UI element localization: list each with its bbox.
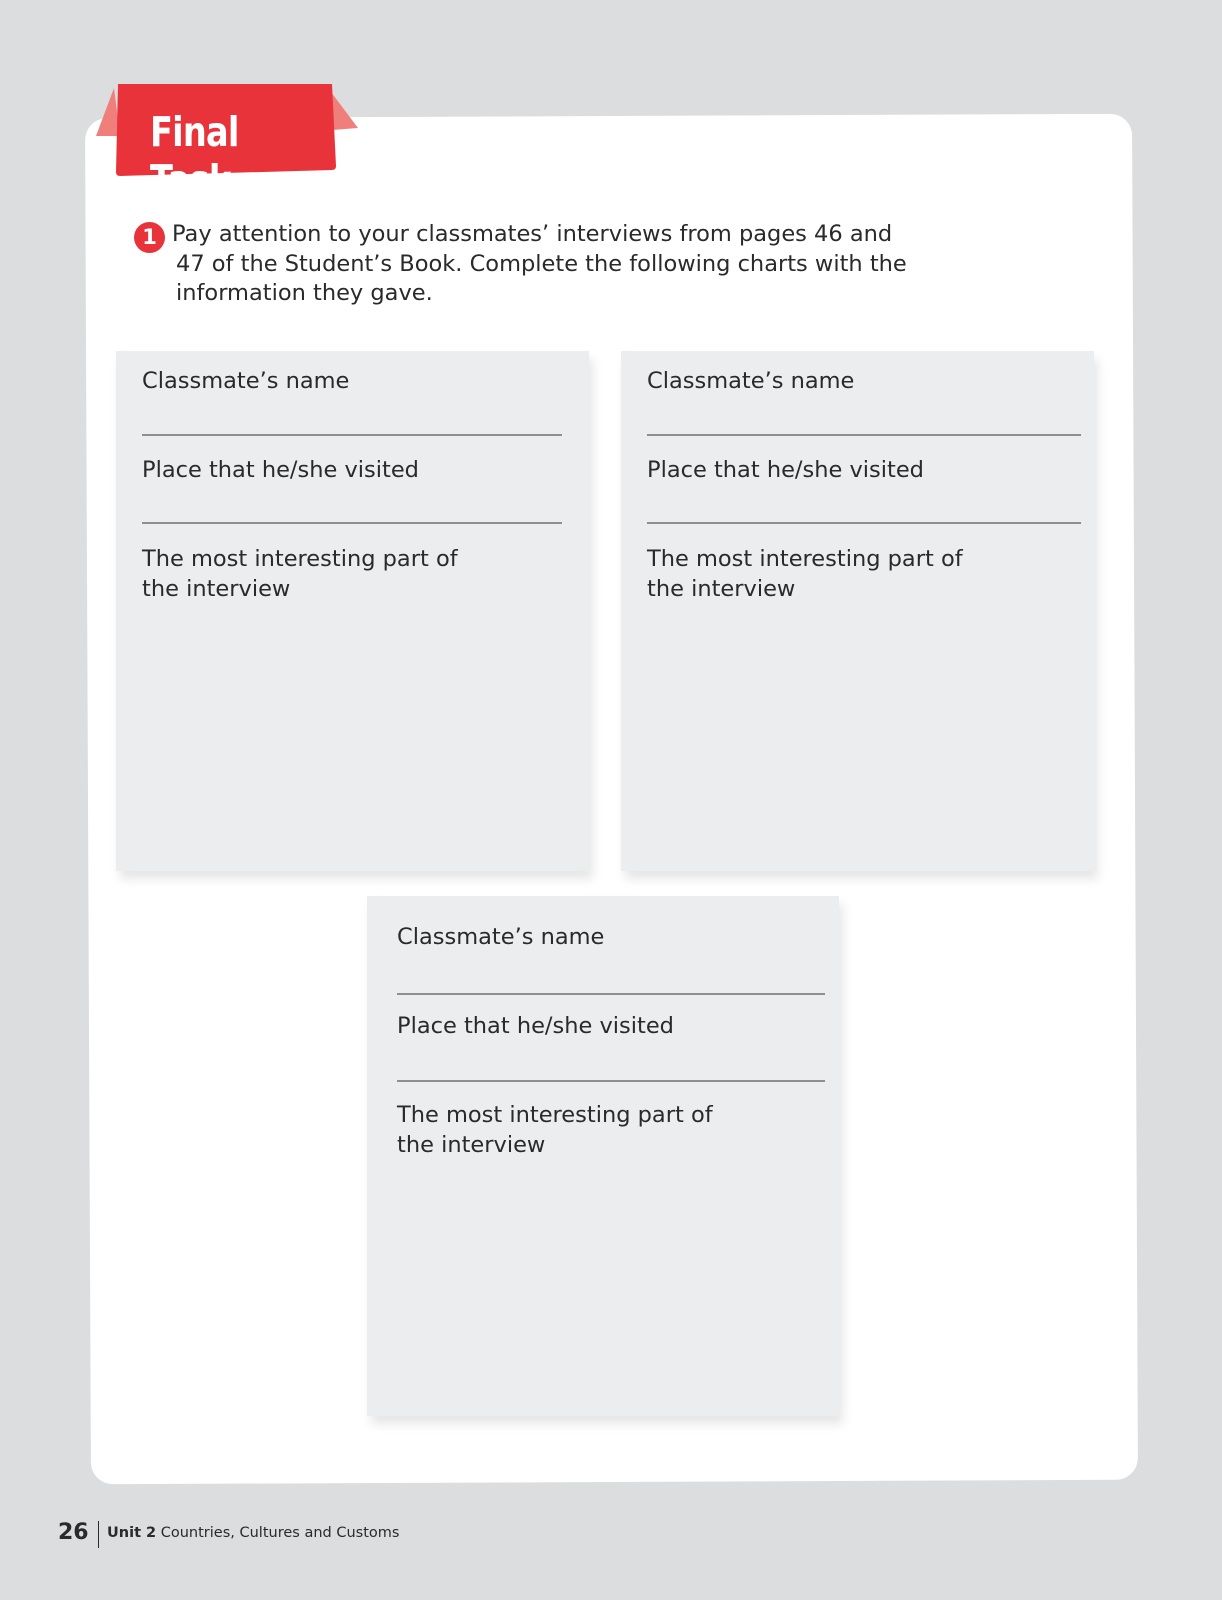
banner-title: Final Task [150,108,239,204]
interview-chart-1 [116,351,589,871]
unit-title: Countries, Cultures and Customs [160,1525,400,1541]
instruction-text [172,220,952,309]
final-task-banner [96,84,360,204]
interesting-part-label [397,1101,757,1160]
interesting-part-label-line-2: the interview [397,1131,546,1158]
step-number-badge: 1 [134,222,165,253]
place-visited-label: Place that he/she visited [142,457,419,483]
classmate-name-line[interactable] [397,993,825,995]
classmate-name-label: Classmate’s name [647,368,855,394]
place-visited-label: Place that he/she visited [647,457,924,483]
place-visited-line[interactable] [397,1080,825,1082]
footer-divider [98,1521,99,1548]
classmate-name-label: Classmate’s name [142,368,350,394]
interesting-part-label-line-2: the interview [142,575,291,602]
classmate-name-label: Classmate’s name [397,924,605,950]
classmate-name-line[interactable] [647,434,1081,436]
place-visited-line[interactable] [142,522,562,524]
instruction-line-3: information they gave. [176,280,433,306]
interesting-part-label-line-1: The most interesting part of [397,1102,713,1128]
instruction-line-1: Pay attention to your classmates’ interviews from pages 46 and [172,221,893,247]
interesting-part-label-line-2: the interview [647,575,796,602]
interesting-part-label [142,545,502,604]
page-number: 26 [58,1520,89,1545]
classmate-name-line[interactable] [142,434,562,436]
interesting-part-label-line-1: The most interesting part of [647,546,963,572]
footer-unit [107,1525,399,1541]
interesting-part-label-line-1: The most interesting part of [142,546,458,572]
instruction-line-2: 47 of the Student’s Book. Complete the following charts with the [176,250,907,277]
interview-chart-3 [367,896,839,1416]
place-visited-label: Place that he/she visited [397,1013,674,1039]
interview-chart-2 [621,351,1094,871]
unit-label: Unit 2 [107,1525,157,1541]
interesting-part-label [647,545,1007,604]
place-visited-line[interactable] [647,522,1081,524]
